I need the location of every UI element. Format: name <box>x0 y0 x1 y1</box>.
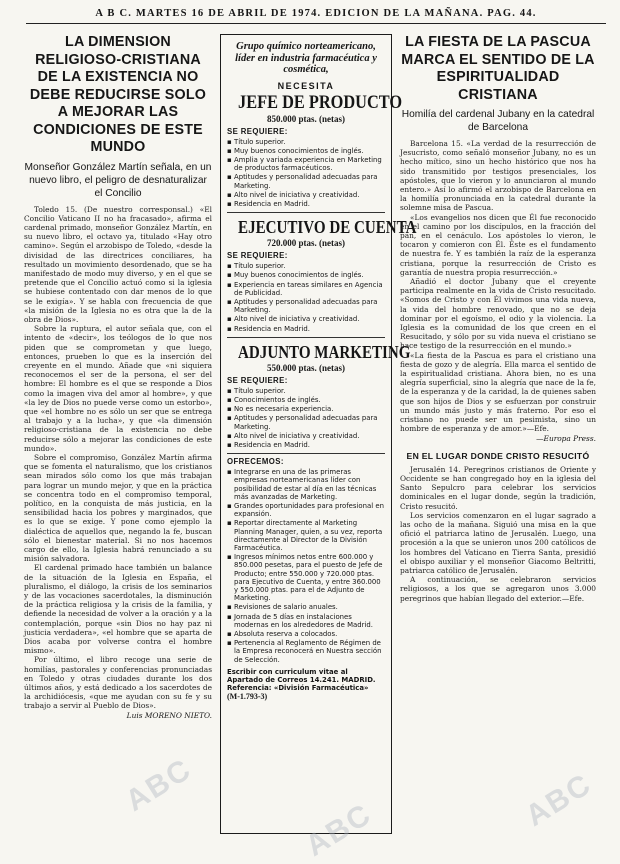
left-article <box>24 34 212 830</box>
left-body <box>24 205 212 711</box>
right-sub-paragraph: A continuación, se celebraron servicios religiosos, a los que se agregaron unos 3.000 peregrinos que habían llegado del exterior.—Efe. <box>400 575 596 603</box>
right-sub-headline: EN EL LUGAR DONDE CRISTO RESUCITÓ <box>406 450 590 461</box>
list-item: ▪ Ingresos mínimos netos entre 600.000 y 850.000 pesetas, para el puesto de Jefe de Producto; entre 550.000 y 720.000 ptas. para Ejecutivo de Cuenta, y entre 360.000 y 550.000 ptas. para el de Adjunto de Marketing. <box>227 553 385 602</box>
requirements-list <box>227 262 385 333</box>
right-sub-body <box>400 465 596 603</box>
running-head: A B C. MARTES 16 DE ABRIL DE 1974. EDICION DE LA MAÑANA. PAG. 44. <box>26 8 606 24</box>
requirements-list <box>227 387 385 449</box>
offers-list <box>227 468 385 664</box>
left-paragraph: Sobre la ruptura, el autor señala que, con el intento de «decir», los teólogos de lo que nos piden que se comprometan y que luego, entonces, prueben lo que es la inserción del creyente en el mundo. Añade que «ni siquiera reconocemos el ser de la persona, el ser del hombre: El hombre es el que se responde a Dios como la imagen viva del amor al hombre», y que «la ley de Dios no puede verse como un estorbo», que «el hombre no es sólo un ser que se entrega al trabajo y a la lucha», y que «la dimensión religioso-cristiana de la existencia no debe reducirse sólo a mejorar las condiciones de este mundo». <box>24 324 212 453</box>
list-item: ▪ No es necesaria experiencia. <box>227 405 385 413</box>
list-item: ▪ Aptitudes y personalidad adecuadas para Marketing. <box>227 298 385 314</box>
divider <box>227 337 385 338</box>
list-item: ▪ Alto nivel de iniciativa y creatividad. <box>227 315 385 323</box>
list-item: ▪ Aptitudes y personalidad adecuadas para Marketing. <box>227 173 385 189</box>
ad-contact: Escribir con curriculum vitae al Apartado de Correos 14.241. MADRID. Referencia: «División Farmacéutica» <box>227 667 376 693</box>
list-item: ▪ Absoluta reserva a colocados. <box>227 630 385 638</box>
right-sub-paragraph: Jerusalén 14. Peregrinos cristianos de Oriente y Occidente se han congregado hoy en la iglesia del Santo Sepulcro para celebrar los servicios dominicales en el lugar donde, según la tradición, Cristo resucitó. <box>400 464 596 511</box>
right-signature: —Europa Press. <box>536 433 596 443</box>
right-headline: LA FIESTA DE LA PASCUA MARCA EL SENTIDO DE LA ESPIRITUALIDAD CRISTIANA <box>401 34 595 103</box>
right-sub-paragraph: Los servicios comenzaron en el lugar sagrado a las ocho de la mañana. Siguió una misa en la que ofició el patriarca latino de Jerusalén. Luego, una procesión a la que se unieron unos 200 católicos de los hombres del Vaticano en Tierra Santa, presidió el obispo auxiliar y el monseñor Giacomo Beltritti, patriarca católico de Jerusalén. <box>400 510 596 575</box>
ad-reference: (M-1.793-3) <box>227 692 268 702</box>
requirements-label: SE REQUIERE: <box>227 251 288 261</box>
ad-box <box>220 34 417 834</box>
requirements-label: SE REQUIERE: <box>227 126 288 136</box>
list-item: ▪ Amplia y variada experiencia en Marketing de productos farmacéuticos. <box>227 156 385 172</box>
divider <box>227 453 385 454</box>
list-item: ▪ Revisiones de salario anuales. <box>227 603 385 611</box>
right-paragraph: «La fiesta de la Pascua es para el cristiano una fiesta de gozo y de alegría. Ella marca el sentido de la espiritualidad cristiana. Ahora bien, no es una alegría superficial, sino la alegría que nace de la fe, de la esperanza y de la caridad, la de quienes saben que son hijos de Dios y se esfuerzan por construir un mundo más justo y más fraterno. Por eso el cristiano no puede ser un pesimista, sino un hombre de esperanza y de amor.»—Efe. <box>400 350 596 434</box>
left-paragraph: Por último, el libro recoge una serie de homilías, pastorales y conferencias pronunciadas en Toledo y otras ciudades durante los dos últimos años, y está dedicado a los sacerdotes de la archidiócesis, «que me ayudan con su fe y su trabajo a servir al Pueblo de Dios». <box>24 655 212 711</box>
left-paragraph: Sobre el compromiso, González Martín afirma que se fomenta el naturalismo, que los cristianos sean mirados sólo como los que más trabajan para lograr un mundo mejor, y que en la práctica se concentra todo en el compromiso temporal, político, en la conquista de más justicia, en la sensibilidad hacia los pobres y marginados, que es lo que se exige. Y pone como ejemplo la dialéctica de aquellos que, negando la fe, buscan sólo el bienestar material. Si no nos hacemos cargo de ello, la Iglesia habrá renunciado a su misión salvadora. <box>24 452 212 564</box>
list-item: ▪ Residencia en Madrid. <box>227 200 385 208</box>
ad-intro: Grupo químico norteamericano, líder en industria farmacéutica y cosmética, <box>235 41 377 75</box>
job-title: JEFE DE PRODUCTO <box>238 91 403 113</box>
divider <box>227 212 385 213</box>
list-item: ▪ Aptitudes y personalidad adecuadas para Marketing. <box>227 414 385 430</box>
right-deck: Homilía del cardenal Jubany en la catedral de Barcelona <box>401 109 595 133</box>
ad-needs-label: NECESITA <box>277 80 335 91</box>
job-salary-value: 720.000 ptas. (netas) <box>267 238 345 249</box>
left-deck: Monseñor González Martín señala, en un nuevo libro, el peligro de desnaturalizar el Concilio <box>24 161 212 199</box>
job-salary-value: 550.000 ptas. (netas) <box>267 362 345 373</box>
job-title: EJECUTIVO DE CUENTA <box>238 217 417 238</box>
right-paragraph: Añadió el doctor Jubany que el creyente participa realmente en la vida de Cristo resucitado. «Somos de Cristo y con Él vivimos una vida nueva, la vida del hombre renovado, que no se deja dominar por el egoísmo, el odio y la violencia. La Iglesia es la comunidad de los que creen en el Resucitado, y sólo por su vida nueva el cristiano se hace testigo de la resurrección en el mundo.» <box>400 277 596 351</box>
list-item: ▪ Conocimientos de inglés. <box>227 396 385 404</box>
right-paragraph: Barcelona 15. «La verdad de la resurrección de Jesucristo, como señaló monseñor Jubany, no es un hecho mítico, sino un hecho histórico que nos ha sido transmitido por testigos presenciales, los apóstoles, que lo vieron y lo anunciaron al mundo entero.» Así lo afirmó el arzobispo de Barcelona en la homilía pronunciada en la catedral durante la solemne misa de Pascua. <box>400 139 596 213</box>
list-item: ▪ Alto nivel de iniciativa y creatividad. <box>227 432 385 440</box>
left-paragraph: Toledo 15. (De nuestro corresponsal.) «El Concilio Vaticano II no ha fracasado», afirma el cardenal primado, monseñor González Martín, en su nuevo libro, el octavo ya, titulado «Hay otro camino». Según el arzobispo de Toledo, «desde la divisidad de las directrices conciliares, ha resultado un movimiento desordenado, que se ha manifestado de modo muy diverso, y en el que se pretende que el Concilio actuó como si la iglesia se hubiese contentado con dar menos de lo que se le exigía». Y se habla con frecuencia de que «la misión de la Iglesia no es otra que la de la obra de Dios». <box>24 204 212 324</box>
list-item: ▪ Pertenencia al Reglamento de Régimen de la Empresa reconocerá en Nuestra sección de Selección. <box>227 639 385 664</box>
list-item: ▪ Grandes oportunidades para profesional en expansión. <box>227 502 385 518</box>
abc-watermark: ABC <box>300 797 378 863</box>
list-item: ▪ Título superior. <box>227 262 385 270</box>
list-item: ▪ Reportar directamente al Marketing Planning Manager, quien, a su vez, reporta directamente al Director de la División Farmacéutica. <box>227 519 385 552</box>
requirements-label: SE REQUIERE: <box>227 375 288 385</box>
list-item: ▪ Muy buenos conocimientos de inglés. <box>227 147 385 155</box>
right-article <box>400 34 596 830</box>
offers-label: OFRECEMOS: <box>227 457 284 467</box>
list-item: ▪ Título superior. <box>227 387 385 395</box>
job-salary <box>227 238 385 248</box>
job-advertisement <box>220 34 417 834</box>
list-item: ▪ Residencia en Madrid. <box>227 325 385 333</box>
job-salary-value: 850.000 ptas. (netas) <box>267 113 345 124</box>
abc-watermark: ABC <box>520 767 598 833</box>
left-paragraph: El cardenal primado hace también un balance de la situación de la Iglesia en España, el pluralismo, el diálogo, la crisis de los seminarios y de las vocaciones sacerdotales, la disminución de la práctica religiosa y la crisis de la familia, y defiende la necesidad de volver a la oración y a la contemplación, porque «sin Dios no hay paz ni justicia verdadera», «el hombre que se aparta de Dios acaba por volverse contra el hombre mismo». <box>24 563 212 656</box>
job-salary <box>227 363 385 373</box>
list-item: ▪ Título superior. <box>227 138 385 146</box>
right-body <box>400 139 596 434</box>
list-item: ▪ Muy buenos conocimientos de inglés. <box>227 271 385 279</box>
job-title: ADJUNTO MARKETING <box>238 341 411 362</box>
list-item: ▪ Alto nivel de iniciativa y creatividad. <box>227 191 385 199</box>
list-item: ▪ Experiencia en tareas similares en Agencia de Publicidad. <box>227 281 385 297</box>
list-item: ▪ Integrarse en una de las primeras empresas norteamericanas líder con posibilidad de estar al día en las técnicas más avanzadas de Marketing. <box>227 468 385 501</box>
list-item: ▪ Jornada de 5 días en instalaciones modernas en los alrededores de Madrid. <box>227 613 385 629</box>
abc-watermark: ABC <box>120 752 198 818</box>
requirements-list <box>227 138 385 209</box>
left-signature: Luis MORENO NIETO. <box>126 710 212 720</box>
job-salary <box>227 114 385 124</box>
left-headline: LA DIMENSION RELIGIOSO-CRISTIANA DE LA EXISTENCIA NO DEBE REDUCIRSE SOLO A MEJORAR LAS CONDICIONES DE ESTE MUNDO <box>29 34 207 155</box>
list-item: ▪ Residencia en Madrid. <box>227 441 385 449</box>
right-paragraph: «Los evangelios nos dicen que Él fue reconocido en el camino por los discípulos, en la fracción del pan, en el cenáculo. Los apóstoles lo vieron, le tocaron y comieron con Él. Éste es el fundamento de nuestra fe. Y es también la raíz de la esperanza cristiana, porque la resurrección de Cristo es garantía de nuestra propia resurrección.» <box>400 212 596 277</box>
